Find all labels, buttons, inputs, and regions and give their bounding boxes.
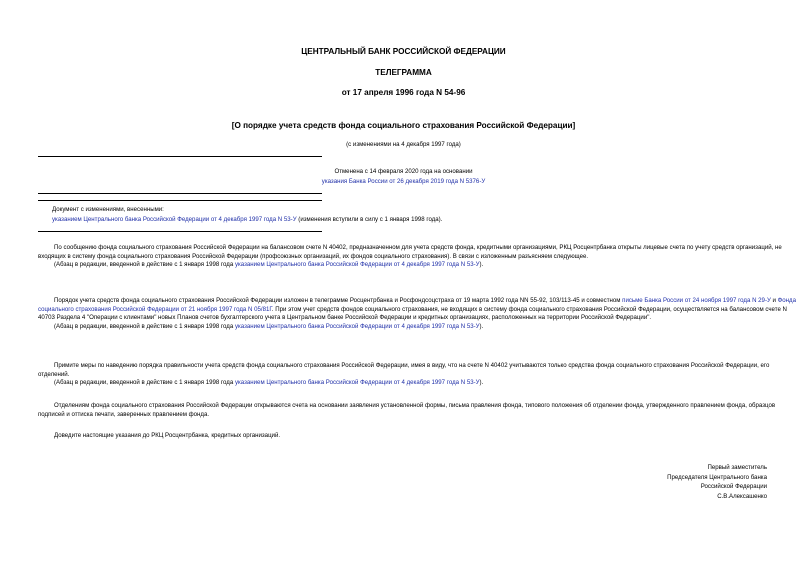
paragraph-1: По сообщению фонда социального страхования Российской Федерации на балансовом счете N 40402, предназначенном для учета средств фонда, кредитными организациями, РКЦ Росцентрбанка открыты лицевые счета по учету средств организаций, не входящих в систему фонда социального страхования Российской Федерации (профсоюзных организаций, их фондов социального страхования). В связи с изложенным разъясняем следующее. (Абзац в редакции, введенной в действие с 1 января 1998 года указанием Центрального банка Российской Федерации от 4 декабря 1997 года N 53-У). bbox=[38, 244, 798, 270]
paragraph-3: Примите меры по наведению порядка правильности учета средств фонда социального страхования Российской Федерации, имея в виду, что на счете N 40402 учитываются только средства фонда социального страхования Российской Федерации, его отделений. (Абзац в редакции, введенной в действие с 1 января 1998 года указанием Центрального банка Российской Федерации от 4 декабря 1997 года N 53-У). bbox=[38, 362, 798, 388]
cancel-note: Отменена с 14 февраля 2020 года на основании bbox=[334, 168, 473, 175]
changes-note: (с изменениями на 4 декабря 1997 года) bbox=[346, 141, 461, 148]
signature-position: Председателя Центрального банка bbox=[667, 473, 767, 481]
amendment-note: (Абзац в редакции, введенной в действие с 1 января 1998 года указанием Центрального банка Российской Федерации от 4 декабря 1997 года N 53-У). bbox=[54, 323, 484, 331]
signature-block bbox=[667, 463, 767, 501]
paragraph-4: Отделениям фонда социального страхования Российской Федерации открываются счета на основании заявления установленной формы, письма правления фонда, типового положения об отделении фонда, утвержденного правлением фонда, образцов подписей и оттиска печати, заверенных правлением фонда. bbox=[38, 402, 776, 418]
amendment-note: (Абзац в редакции, введенной в действие с 1 января 1998 года указанием Центрального банка Российской Федерации от 4 декабря 1997 года N 53-У). bbox=[54, 379, 484, 387]
amendment-link[interactable]: указанием Центрального банка Российской Федерации от 4 декабря 1997 года N 53-У bbox=[234, 379, 480, 387]
divider bbox=[38, 231, 322, 232]
document-type: ТЕЛЕГРАММА bbox=[375, 68, 432, 77]
paragraph-2: Порядок учета средств фонда социального страхования Российской Федерации изложен в телеграмме Росцентрбанка и Росфондсоцстраха от 19 марта 1992 года NN 55-92, 103/113-45 и совместном письме Банка России от 24 ноября 1997 года N 29-У и Фонда социального страхования Российской Федерации от 21 ноября 1997 года N 05/81Г. При этом учет средств фондов социального страхования, не входящих в систему фонда социального страхования Российской Федерации, осуществляется на балансовом счете N 40703 Раздела 4 "Операции с клиентами" новых Планов счетов бухгалтерского учета в Центральном банке Российской Федерации и кредитных организациях, расположенных на территории Российской Федерации". (Абзац в редакции, введенной в действие с 1 января 1998 года указанием Центрального банка Российской Федерации от 4 декабря 1997 года N 53-У). bbox=[38, 297, 798, 332]
amended-line: указанием Центрального банка Российской Федерации от 4 декабря 1997 года N 53-У (изменения вступили в силу с 1 января 1998 года). bbox=[52, 216, 443, 223]
paragraph-5: Доведите настоящие указания до РКЦ Росцентрбанка, кредитных организаций. bbox=[54, 432, 281, 439]
amendment-link[interactable]: указанием Центрального банка Российской Федерации от 4 декабря 1997 года N 53-У bbox=[234, 323, 480, 331]
amendment-link[interactable]: указанием Центрального банка Российской Федерации от 4 декабря 1997 года N 53-У bbox=[234, 261, 480, 269]
signature-name: С.В.Алексашенко bbox=[717, 492, 767, 500]
signature-position: Первый заместитель bbox=[707, 464, 767, 471]
amendment-note: (Абзац в редакции, введенной в действие с 1 января 1998 года указанием Центрального банка Российской Федерации от 4 декабря 1997 года N 53-У). bbox=[54, 261, 484, 269]
document-date-number: от 17 апреля 1996 года N 54-96 bbox=[341, 88, 466, 97]
organization-title: ЦЕНТРАЛЬНЫЙ БАНК РОССИЙСКОЙ ФЕДЕРАЦИИ bbox=[301, 47, 506, 56]
fund-letter-link[interactable]: Фонда социального страхования Российской Федерации от 21 ноября 1997 года N 05/81Г bbox=[38, 297, 796, 313]
divider bbox=[38, 193, 322, 194]
cancel-link[interactable]: указания Банка России от 26 декабря 2019 года N 5376-У bbox=[321, 178, 486, 185]
divider bbox=[38, 200, 322, 201]
divider bbox=[38, 156, 322, 157]
signature-position: Российской Федерации bbox=[700, 483, 767, 491]
amended-label: Документ с изменениями, внесенными: bbox=[52, 206, 164, 213]
amended-link[interactable]: указанием Центрального банка Российской Федерации от 4 декабря 1997 года N 53-У bbox=[52, 216, 297, 223]
document-title: [О порядке учета средств фонда социального страхования Российской Федерации] bbox=[231, 121, 576, 130]
bank-letter-link[interactable]: письме Банка России от 24 ноября 1997 года N 29-У bbox=[622, 297, 771, 304]
